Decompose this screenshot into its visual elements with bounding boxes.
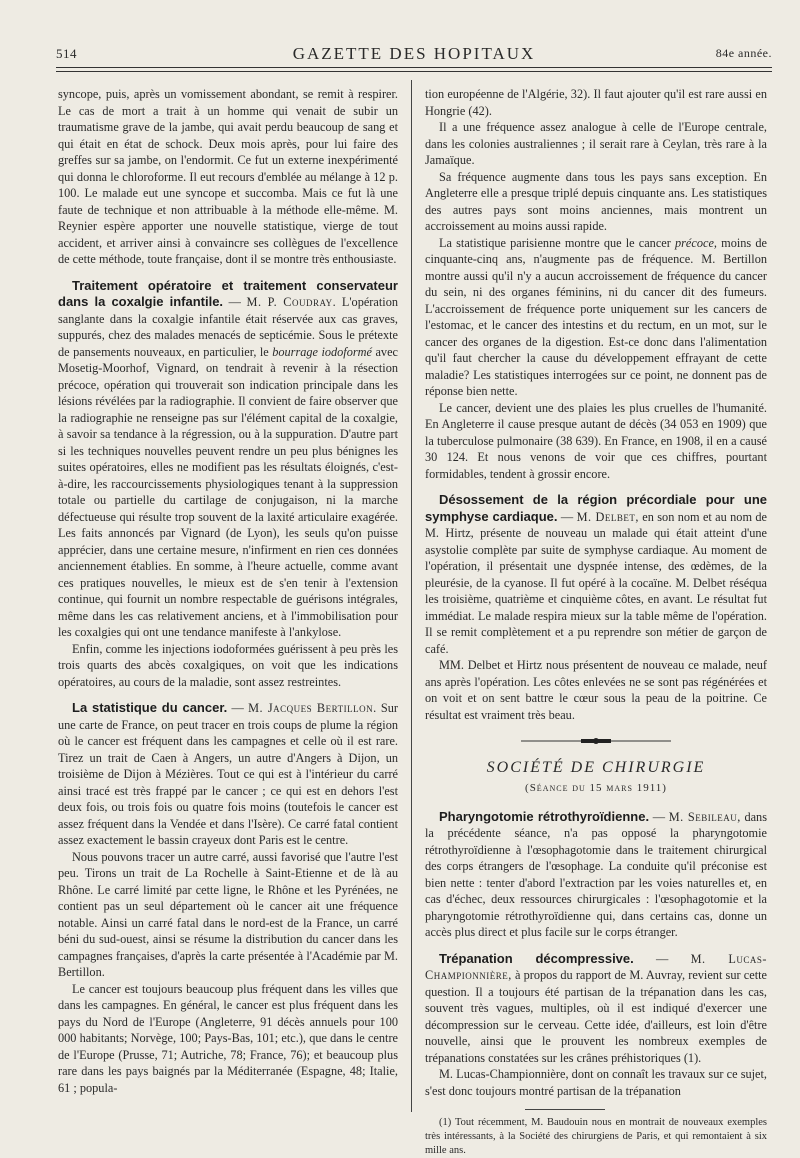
paragraph-text: avec Mosetig-Moorhof, Vignard, on tendrait à revenir à la résection précoce, opération qui trouverait son indication principale dans les lésions révélées par la radiographie. Il convient de faire observer que la radiographie ne renseigne pas sur l'élément capital de la coxalgie, à savoir sa tendance à la régression, ou à la suppuration. D'autre part si les techniques nouvelles peuvent rendre un peu plus bénignes les suites opératoires, elles ne modifient pas les résultats éloignés, c'est-à-dire, les raccourcissements physiologiques tenant à la suppression totale ou partielle du cartilage de conjugaison, ni la marche défectueuse qui résulte trop souvent de la laxité articulaire exagérée. Les faits annoncés par Vignard (de Lyon), les seuls qu'on puisse apprécier, dans une certaine mesure, n'infirment en rien ces données anciennement établies. En somme, à l'heure actuelle, comme avant ces pratiques nouvelles, le mieux est de s'en tenir à l'extension continue, qui fournit un nombre respectable de guérisons intégrales, même dans les cas relativement anciens, et à l'immobilisation pour les coxalgies qui ont une tendance manifeste à l'ankylose.: [58, 344, 398, 639]
paragraph: Le cancer est toujours beaucoup plus fréquent dans les villes que dans les campagnes. En général, le cancer est plus fréquent dans les pays du Nord de l'Europe (Angleterre, 91 décès annuels pour 100 000 habitants; Norvège, 100; Pays-Bas, 101; etc.), que dans le centre de l'Europe (Prusse, 71; Autriche, 78; France, 76); et beaucoup plus rare dans les pays baignés par la Méditerranée (Espagne, 48; Italie, 61 ; popula-: [58, 981, 398, 1095]
paragraph: Sa fréquence augmente dans tous les pays sans exception. En Angleterre elle a presque triplé depuis cinquante ans. Les statistiques des autres pays sont moins anciennes, mais montrent un accroissement au moins aussi rapide.: [425, 169, 767, 233]
left-column: [58, 86, 398, 1096]
ornamental-divider: [425, 735, 767, 752]
section-trepanation: Trépanation décompressive. — M. Lucas-Championnière, à propos du rapport de M. Auvray, revient sur cette question. Il a toujours été partisan de la trépanation dans les cas, souvent très vagues, multiples, où il est indiqué d'exercer une décompression sur le cerveau. Cette idée, d'ailleurs, est loin d'être nouvelle, ainsi que le prouvent les nombreux exemples de trépanations constatées sur les crânes préhistoriques (1).: [425, 950, 767, 1065]
paragraph-text: L'opération sanglante dans la coxalgie infantile était réservée aux cas graves, suppurés, chez des malades menacés de septicémie. Sous le prétexte de pansements nouveaux, en particulier, le: [58, 295, 398, 359]
ornament-icon: [521, 737, 671, 745]
publication-title: GAZETTE DES HOPITAUX: [292, 44, 536, 63]
session-date: (Séance du 15 mars 1911): [525, 782, 667, 794]
footnote: (1) Tout récemment, M. Baudouin nous en montrait de nouveaux exemples très intéressants, à la Société des chirurgiens de Paris, et qui remontaient à six mille ans.: [425, 1117, 767, 1156]
paragraph: tion européenne de l'Algérie, 32). Il faut ajouter qu'il est rare aussi en Hongrie (42).: [425, 87, 767, 118]
paragraph: syncope, puis, après un vomissement abondant, se remit à respirer. Le cas de mort a trait à un homme qui venait de subir un traumatisme grave de la jambe, qui avait perdu beaucoup de sang et qui était en état de schock. Deux mois après, pour lui faire des greffes sur sa jambe, on l'endormit. Ce fut un externe inexpérimenté qui donna le chloroforme. Il eut recours d'emblée au mélange à 12 p. 100. Le malade eut une syncope et succomba. Mais ce fut là une faute de technique et non attribuable à la méthode elle-même. M. Reynier espère apporter une nouvelle statistique, vierge de tout accident, et arriver ainsi à convaincre ses collègues de l'excellence de cette méthode, toute française, dont il se montre très enthousiaste.: [58, 87, 398, 266]
section-heading: Traitement opératoire et traitement conservateur dans la coxalgie infantile.: [58, 277, 398, 309]
section-pharyngotomie: Pharyngotomie rétrothyroïdienne. — M. Sebileau, dans la précédente séance, n'a pas opposé la pharyngotomie rétrothyroïdienne à l'œsophagotomie dans le traitement chirurgical des corps étrangers de l'œsophage. La conduite qu'il préconise est bien nette : tenter d'abord l'extraction par les voies naturelles et, en cas d'échec, deux ressources chirurgicales : l'œsophagotomie et la pharyngotomie rétrothyroïdienne qui, dans certains cas, donne un accès plus direct et plus facile sur le corps étranger.: [425, 808, 767, 939]
paragraph-text: moins de cinquante-cinq ans, n'augmente pas de fréquence. M. Bertillon montre aussi qu'il n'y a aucun accroissement de fréquence du cancer du sein, ni des organes féminins, ni du cancer dit des fumeurs. L'accroissement de fréquence porte uniquement sur les cancers de l'estomac, et le cancer des intestins et du rectum, en un mot, sur le cancer des organes de la digestion. Est-ce donc dans l'alimentation qu'il faut chercher la cause du développement effrayant de cette maladie? Les statistiques interrogées sur ce point, ne donnent pas de réponse bien nette.: [425, 235, 767, 398]
header-rule-bottom: [56, 71, 772, 72]
page-number: 514: [56, 46, 77, 61]
paragraph: [425, 235, 767, 400]
paragraph: Enfin, comme les injections iodoformées guérissent à peu près les trois quarts des abcès coxalgiques, on voit que les indications opératoires, au cours de la maladie, sont assez restreintes.: [58, 641, 398, 689]
section-author: M. Jacques Bertillon.: [248, 701, 377, 715]
paragraph-text: dans la précédente séance, n'a pas opposé la pharyngotomie rétrothyroïdienne à l'œsophagotomie dans le traitement chirurgical des corps étrangers de l'œsophage. La conduite qu'il préconise est bien nette : tenter d'abord l'extraction par les voies naturelles et, en cas d'échec, deux ressources chirurgicales : l'œsophagotomie et la pharyngotomie rétrothyroïdienne qui, dans certains cas, donne un accès plus direct et plus facile sur le corps étranger.: [425, 809, 767, 939]
column-divider: [411, 80, 412, 1112]
paragraph: Il a une fréquence assez analogue à celle de l'Europe centrale, dans les colonies australiennes ; il serait rare à Ceylan, très rare à la Jamaïque.: [425, 120, 767, 167]
section-heading: Désossement de la région précordiale pour une symphyse cardiaque.: [425, 492, 767, 524]
italic-term: bourrage iodoformé: [272, 344, 372, 359]
section-heading: Trépanation décompressive.: [439, 950, 634, 966]
header-rule-top: [56, 67, 772, 68]
section-heading: Pharyngotomie rétrothyroïdienne.: [439, 808, 650, 824]
section-author: M. Lucas-Championnière,: [425, 951, 767, 982]
footnote-rule: [525, 1109, 605, 1110]
paragraph-text: Sur une carte de France, on peut tracer en trois coups de plume la région où le cancer est fréquent dans les campagnes et celle où il est rare. Tirez un trait de Caen à Angers, un autre d'Angers à Dijon, un troisième de Dijon à Mézières. Tout ce qui est à l'intérieur du carré ainsi tracé est très frappé par le cancer ; ce qui est en dehors l'est deux fois, ou trois fois ou quatre fois moins (toutefois le cancer est assez fréquent dans la Vendée et dans l'Isère). Ce carré fatal contient assez exactement le bassin crayeux dont Paris est le centre.: [58, 701, 399, 847]
section-heading: La statistique du cancer.: [72, 700, 228, 715]
section-author: M. P. Coudray.: [246, 295, 337, 309]
paragraph-text: en son nom et au nom de M. Hirtz, présente de nouveau un malade qui était atteint d'une asystolie complète par suite de symphyse cardiaque. Au moment de l'opération, il présentait une dyspnée intense, des œdèmes, de la pleurésie, de la cyanose. Il fut opéré à la cocaïne. M. Delbet réséqua les troisième, quatrième et cinquième côtes, en avant. Le résultat fut immédiat. Le malade respira mieux sur la table même de l'opération. Il se remit complètement et a pu reprendre son métier de garçon de café.: [425, 509, 767, 656]
paragraph: Le cancer, devient une des plaies les plus cruelles de l'humanité. En Angleterre il cause presque autant de décès (34 053 en 1909) que la tuberculose pulmonaire (38 639). En France, en 1908, il en a causé 30 124. Et nous venons de voir que ces chiffres, pourtant formidables, tendent à grossir encore.: [425, 400, 767, 481]
section-desossement: Désossement de la région précordiale pour une symphyse cardiaque. — M. Delbet, en son nom et au nom de M. Hirtz, présente de nouveau un malade qui était atteint d'une asystolie complète par suite de symphyse cardiaque. Au moment de l'opération, il présentait une dyspnée intense, des œdèmes, de la pleurésie, de la cyanose. Il fut opéré à la cocaïne. M. Delbet réséqua les troisième, quatrième et cinquième côtes, en avant. Le résultat fut immédiat. Le malade respira mieux sur la table même de l'opération. Il se remit complètement et a pu reprendre son métier de garçon de café.: [425, 492, 767, 656]
right-column: [425, 86, 767, 1158]
page-header: [56, 42, 772, 64]
paragraph-text: La statistique parisienne montre que le cancer: [439, 235, 671, 250]
section-author: M. Sebileau,: [668, 809, 741, 824]
society-title: SOCIÉTÉ DE CHIRURGIE: [486, 758, 706, 776]
paragraph: M. Lucas-Championnière, dont on connaît les travaux sur ce sujet, s'est donc toujours montré partisan de la trépanation: [425, 1067, 767, 1098]
paragraph-text: à propos du rapport de M. Auvray, revient sur cette question. Il a toujours été partisan de la trépanation dans les cas, souvent très vagues, multiples, où il est indiqué d'exercer une décompression sur le cerveau. Cette idée, d'ailleurs, est loin d'être nouvelle, ainsi que le prouvent les nombreux exemples de trépanations constatées sur les crânes préhistoriques (1).: [425, 968, 767, 1065]
italic-term: précoce,: [675, 235, 717, 250]
publication-year: 84e année.: [715, 46, 772, 60]
section-author: M. Delbet,: [576, 509, 639, 524]
section-statistique: La statistique du cancer. — M. Jacques Bertillon. Sur une carte de France, on peut tracer en trois coups de plume la région où le cancer est fréquent dans les campagnes et celle où il est rare. Tirez un trait de Caen à Angers, un autre d'Angers à Dijon, un troisième de Dijon à Mézières. Tout ce qui est à l'intérieur du carré ainsi tracé est très frappé par le cancer ; ce qui est en dehors l'est deux fois, ou trois fois ou quatre fois moins (toutefois le cancer est assez fréquent dans la Vendée et dans l'Isère). Ce carré fatal contient assez exactement le bassin crayeux dont Paris est le centre.: [58, 700, 399, 847]
paragraph: Nous pouvons tracer un autre carré, aussi favorisé que l'autre l'est peu. Tirons un trait de La Rochelle à Saint-Etienne et de là au Rhône. Le carré limité par cette ligne, le Rhône et les Pyrénées, ne contient pas un seul département où le cancer ait une fréquence notable. Ainsi un carré fatal dans le nord-est de la France, un carré béni du sud-ouest, ainsi se résume la distribution du cancer dans les campagnes françaises, d'après la carte présentée à l'Académie par M. Bertillon.: [58, 849, 398, 979]
paragraph: MM. Delbet et Hirtz nous présentent de nouveau ce malade, neuf ans après l'opération. Les côtes enlevées ne se sont pas régénérées et on voit et on sent battre le cœur sous la peau de la poitrine. Ce résultat est vraiment très beau.: [425, 658, 767, 722]
section-coxalgie: Traitement opératoire et traitement conservateur dans la coxalgie infantile. — M. P. Coudray. L'opération sanglante dans la coxalgie infantile était réservée aux cas graves, suppurés, chez des malades menacés de septicémie. Sous le prétexte de pansements nouveaux, en particulier, le bourrage iodoformé avec Mosetig-Moorhof, Vignard, on tendrait à revenir à la résection précoce, opération qui trouverait son indication principale dans les lésions révélées par la radiographie. Il convient de faire observer que la radiographie ne renseigne pas sur l'élément capital de la coxalgie, à savoir sa tendance à la régression, ou à la suppuration. D'autre part si les techniques nouvelles peuvent rendre un peu plus bénignes les suites opératoires, elles ne modifient pas les résultats éloignés, c'est-à-dire, les raccourcissements physiologiques tenant à la suppression totale ou partielle du cartilage de conjugaison, ni la marche défectueuse qui résulte trop souvent de la laxité articulaire exagérée. Les faits annoncés par Vignard (de Lyon), les seuls qu'on puisse apprécier, dans une certaine mesure, n'infirment en rien ces données anciennement établies. En somme, à l'heure actuelle, comme avant ces pratiques nouvelles, le mieux est de s'en tenir à l'extension continue, qui fournit un nombre respectable de guérisons intégrales, même dans les cas relativement anciens, et à l'immobilisation pour les coxalgies qui ont une tendance manifeste à l'ankylose.: [58, 277, 398, 639]
